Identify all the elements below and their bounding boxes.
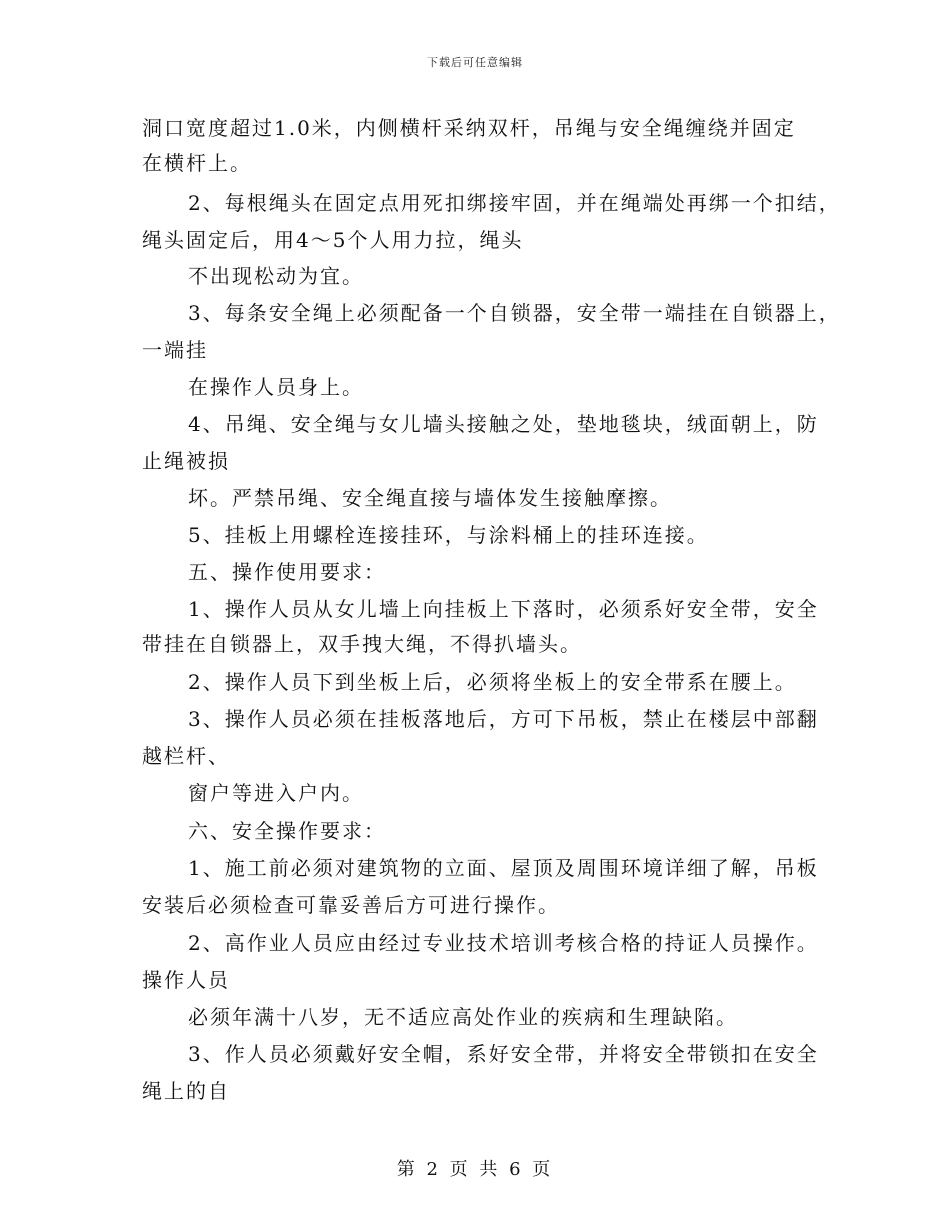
text-line: 2、高作业人员应由经过专业技术培训考核合格的持证人员操作。 (188, 931, 819, 955)
text-line: 窗户等进入户内。 (188, 781, 364, 805)
text-line: 3、作人员必须戴好安全帽，系好安全带，并将安全带锁扣在安全 (188, 1042, 819, 1066)
text-line: 洞口宽度超过1.0米，内侧横杆采纳双杆，吊绳与安全绳缠绕并固定 (142, 116, 796, 140)
text-line: 越栏杆、 (142, 744, 230, 768)
text-line: 2、每根绳头在固定点用死扣绑接牢固，并在绳端处再绑一个扣结， (188, 191, 841, 215)
text-line: 在横杆上。 (142, 151, 252, 175)
text-line: 一端挂 (142, 338, 208, 362)
text-line: 安装后必须检查可靠妥善后方可进行操作。 (142, 893, 560, 917)
text-line: 1、操作人员从女儿墙上向挂板上下落时，必须系好安全带，安全 (188, 597, 819, 621)
text-line: 绳头固定后，用4～5个人用力拉，绳头 (142, 228, 524, 252)
text-line: 止绳被损 (142, 449, 230, 473)
text-line: 必须年满十八岁，无不适应高处作业的疾病和生理缺陷。 (188, 1005, 738, 1029)
text-line: 5、挂板上用螺栓连接挂环，与涂料桶上的挂环连接。 (188, 523, 709, 547)
text-line: 1、施工前必须对建筑物的立面、屋顶及周围环境详细了解，吊板 (188, 856, 819, 880)
section-heading: 五、操作使用要求： (188, 560, 386, 584)
text-line: 坏。严禁吊绳、安全绳直接与墙体发生接触摩擦。 (188, 486, 672, 510)
text-line: 不出现松动为宜。 (188, 264, 364, 288)
text-line: 4、吊绳、安全绳与女儿墙头接触之处，垫地毯块，绒面朝上，防 (188, 412, 819, 436)
section-heading: 六、安全操作要求： (188, 819, 386, 843)
text-line: 带挂在自锁器上，双手拽大绳，不得扒墙头。 (142, 632, 582, 656)
text-line: 3、每条安全绳上必须配备一个自锁器，安全带一端挂在自锁器上， (188, 301, 841, 325)
page-header: 下载后可任意编辑 (427, 56, 523, 69)
text-line: 在操作人员身上。 (188, 375, 364, 399)
text-line: 3、操作人员必须在挂板落地后，方可下吊板，禁止在楼层中部翻 (188, 707, 819, 731)
text-line: 2、操作人员下到坐板上后，必须将坐板上的安全带系在腰上。 (188, 670, 797, 694)
text-line: 绳上的自 (142, 1079, 230, 1103)
page-number: 第 2 页 共 6 页 (396, 1159, 554, 1180)
text-line: 操作人员 (142, 968, 230, 992)
